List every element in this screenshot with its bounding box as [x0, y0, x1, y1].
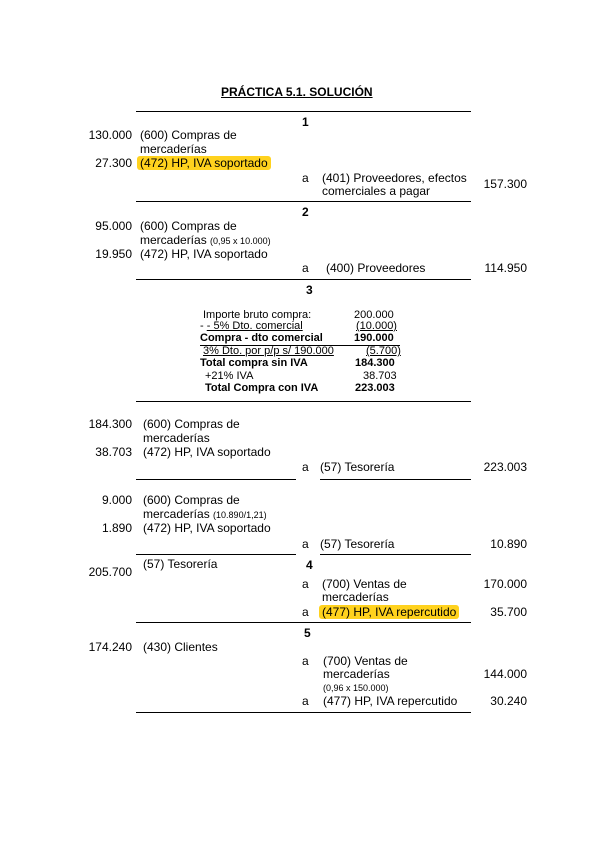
debit-amount: 19.950: [95, 247, 132, 261]
entry-separator: [136, 111, 471, 112]
calc-value: 38.703: [363, 370, 397, 382]
debit-amount: 174.240: [88, 640, 132, 654]
calc-value: 200.000: [354, 309, 394, 321]
credit-account: (401) Proveedores, efectos: [322, 171, 467, 185]
debit-amount: 205.700: [88, 565, 132, 579]
debit-amount: 130.000: [88, 128, 132, 142]
debit-account-cont: mercaderías: [143, 431, 210, 445]
credit-account-highlighted: (477) HP, IVA repercutido: [319, 605, 459, 619]
credit-note: (0,96 x 150.000): [323, 683, 389, 693]
credit-amount: 30.240: [490, 694, 527, 708]
entry-number: 4: [306, 558, 313, 572]
debit-note: (10.890/1,21): [213, 510, 267, 520]
credit-account-cont: mercaderías: [322, 590, 389, 604]
credit-account: (477) HP, IVA repercutido: [323, 694, 458, 708]
credit-account: (700) Ventas de: [323, 654, 408, 668]
credit-amount: 35.700: [490, 605, 527, 619]
credit-account: (57) Tesorería: [320, 537, 395, 551]
debit-amount: 27.300: [95, 156, 132, 170]
debit-amount: 184.300: [88, 417, 132, 431]
credit-account: (400) Proveedores: [326, 261, 426, 275]
calc-label: Total Compra con IVA: [205, 382, 319, 394]
credit-amount: 144.000: [483, 667, 527, 681]
calc-value: (5.700): [366, 345, 401, 357]
credit-amount: 10.890: [490, 537, 527, 551]
credit-amount: 157.300: [483, 177, 527, 191]
debit-account: (472) HP, IVA soportado: [143, 521, 271, 535]
credit-amount: 223.003: [483, 460, 527, 474]
entry-separator-left: [136, 479, 296, 480]
calc-label: 3% Dto. por p/p s/ 190.000: [203, 345, 334, 357]
credit-marker: a: [302, 460, 309, 474]
credit-marker: a: [302, 261, 309, 275]
credit-marker: a: [302, 605, 309, 619]
entry-separator-left: [136, 554, 296, 555]
entry-number: 3: [306, 283, 313, 297]
credit-marker: a: [302, 694, 309, 708]
credit-marker: a: [302, 577, 309, 591]
debit-account: (430) Clientes: [143, 640, 218, 654]
entry-number: 1: [302, 115, 309, 129]
debit-note: (0,95 x 10.000): [210, 236, 271, 246]
credit-marker: a: [302, 171, 309, 185]
debit-amount: 9.000: [101, 493, 132, 507]
calc-label: +21% IVA: [205, 370, 254, 382]
calc-label: - - 5% Dto. comercial: [200, 320, 303, 332]
entry-separator-right: [320, 479, 471, 480]
calc-value: 190.000: [354, 332, 394, 344]
debit-account: (600) Compras de: [143, 493, 240, 507]
debit-account-cont: mercaderías: [140, 142, 207, 156]
entry-separator: [136, 201, 471, 202]
debit-account: (472) HP, IVA soportado: [140, 247, 268, 261]
debit-amount: 38.703: [95, 445, 132, 459]
debit-account: (600) Compras de: [143, 417, 240, 431]
debit-account-cont: [140, 233, 271, 248]
calc-value: 223.003: [355, 382, 395, 394]
credit-account: (700) Ventas de: [322, 577, 407, 591]
debit-account: (57) Tesorería: [143, 557, 218, 571]
calc-label: Compra - dto comercial: [200, 332, 323, 344]
entry-separator: [136, 712, 471, 713]
page-title: PRÁCTICA 5.1. SOLUCIÓN: [221, 85, 373, 99]
entry-number: 2: [302, 205, 309, 219]
calc-value: 184.300: [355, 357, 395, 369]
credit-amount: 114.950: [484, 261, 527, 275]
calc-value: (10.000): [356, 320, 397, 332]
entry-separator-right: [320, 554, 471, 555]
entry-separator: [136, 401, 471, 402]
credit-marker: a: [302, 537, 309, 551]
credit-amount: 170.000: [483, 577, 527, 591]
calc-label: Importe bruto compra:: [203, 309, 312, 321]
entry-separator: [136, 622, 471, 623]
debit-account: (472) HP, IVA soportado: [143, 445, 271, 459]
debit-account-cont: mercaderías (10.890/1,21): [143, 507, 267, 521]
debit-account: (600) Compras de: [140, 219, 237, 233]
debit-account-label: mercaderías: [140, 233, 207, 247]
calc-label: Total compra sin IVA: [200, 357, 308, 369]
credit-marker: a: [302, 654, 309, 668]
entry-number: 5: [304, 626, 311, 640]
debit-amount: 95.000: [95, 219, 132, 233]
debit-account: (600) Compras de: [140, 128, 237, 142]
credit-account: (57) Tesorería: [320, 460, 395, 474]
credit-account-cont: comerciales a pagar: [322, 184, 431, 198]
entry-separator: [136, 279, 471, 280]
debit-amount: 1.890: [101, 521, 132, 535]
credit-account-cont: mercaderías: [323, 667, 390, 681]
debit-account-highlighted: (472) HP, IVA soportado: [137, 156, 271, 170]
